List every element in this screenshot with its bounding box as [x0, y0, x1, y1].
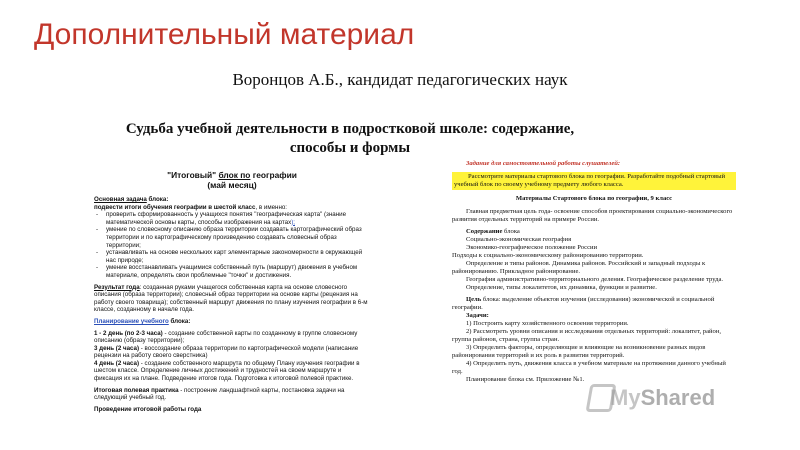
task-item: 3) Определить факторы, определяющие и влияющие на возникновение разных видов районирования территорий и их роль в развитии территорий. — [452, 344, 706, 359]
list-item: - проверить сформированность у учащихся понятия "географическая карта" (знание математической основы карты, способы изображения на картах); — [106, 211, 370, 226]
task-item: 2) Рассмотреть уровни описания и исследования отдельных территорий: локалитет, район, группа районов, страна, группа стран. — [452, 328, 722, 343]
aim-paragraph: Цель блока: выделение объектов изучения (исследования) экономической и социальной географии. — [452, 296, 715, 311]
author-line: Воронцов А.Б., кандидат педагогических наук — [232, 70, 568, 89]
task-item: 1) Построить карту хозяйственного освоения территории. — [466, 320, 629, 327]
task-item: 4) Определить путь, движения класса в учебном материале на протяжении данного учебный год. — [452, 360, 726, 375]
result-paragraph: Результат года: созданная руками учащегося собственная карта на основе словесного описания (образа территории); словесный образ территории на основе карты (рецензия на работу своего товарища); собственный маршрут движения по плану изучения географии в 6-м классе, созданному в начале года. — [94, 283, 368, 314]
left-doc-title: "Итоговый" блок по географии — [167, 170, 297, 180]
practice-paragraph: Итоговая полевая практика - построение ландшафтной карты, постановка задачи на следующий учебный год. — [94, 386, 345, 402]
content-heading: Содержание блока — [466, 228, 520, 235]
day-item: 1 - 2 день (по 2-3 часа) - создание собственной карты по созданному в группе словесному описанию (образу территории); — [94, 329, 358, 345]
task-heading: Задание для самостоятельной работы слушателей: — [466, 160, 621, 167]
content-line: Определение и типы районов. Динамика районов. Российский и западный подходы к районированию. Прикладное районирование. — [452, 260, 706, 275]
watermark: MyShared — [610, 385, 716, 410]
day-item: 4 день (2 часа) - создание собственного маршрута по общему Плану изучения географии в шестом классе. Определение личных достижений и трудностей на своем маршруте и фиксация их на плане. Подведение итогов года. Подготовка к итоговой полевой практике. — [94, 359, 360, 383]
content-line: Экономико-географическое положение России — [466, 244, 598, 251]
document-title: Судьба учебной деятельности в подростковой школе: содержание, способы и формы — [125, 121, 575, 156]
list-item: - умение по словесному описанию образа территории создавать картографический образ территории и по картографическому произведению создавать словесный образ территории; — [106, 226, 370, 249]
planning-heading: Планирование учебного блока: — [94, 317, 191, 325]
goal-paragraph: Главная предметная цель года- освоение способов проектирования социально-экономического развития отдельных территорий на примере России. — [452, 208, 733, 223]
left-document: "Итоговый" блок по географии (май месяц) Основная задача блока: подвести итоги обучения географии в шестой класс, в именно: - проверить сформированность у учащихся понятия "географическая карта" (знание математической основы карты, способы изображения на картах); - умение по словесному описанию образа территории создавать картографический образ территории и по картографическому произведению создавать словесный образ территории; - устанавливать на основе нескольких карт элементарные закономерности в окружающей нас природе; - умение восстанавливать учащимися собственный путь (маршрут) движения в учебном материале, определять свои проблемные "точки" и достижения. Результат года: созданная руками учащегося собственная карта на основе словесного описания (образа территории); словесный образ территории на основе карты (рецензия на работу своего товарища); собственный маршрут движения по плану изучения географии в 6-м классе, созданному в начале года. Планирование учебного блока: 1 - 2 день (по 2-3 часа) - создание собственной карты по созданному в группе словесному описанию (образу территории); 3 день (2 часа) - воссоздание образа территории по картографической модели (написание рецензии на работу своего сверстника) 4 день (2 часа) - создание собственного маршрута по общему Плану изучения географии в шестом классе. Определение личных достижений и трудностей на своем маршруте и фиксация их на плане. Подведение итогов года. Подготовка к итоговой полевой практике. Итоговая полевая практика - построение ландшафтной карты, постановка задачи на следующий учебный год. Проведение итоговой работы года — [94, 170, 370, 442]
highlighted-assignment: Рассмотрите материалы стартового блока по географии. Разработайте подобный стартовый учебный блок по своему учебному предмету любого класса. — [452, 172, 736, 190]
list-item: - умение восстанавливать учащимися собственный путь (маршрут) движения в учебном материале, определять свои проблемные "точки" и достижения. — [106, 264, 370, 279]
content-line: Социально-экономическая география — [466, 236, 572, 243]
task-bullets — [94, 211, 370, 279]
content-line: География административно-территориального деления. Географическое разделение труда. — [466, 276, 724, 283]
tasks-heading: Задачи: — [466, 312, 489, 319]
materials-title: Материалы Стартового блока по географии, 9 класс — [515, 195, 673, 202]
final-work-line: Проведение итоговой работы года — [94, 405, 202, 413]
content-line: Подходы к социально-экономическому районированию территории. — [452, 252, 644, 259]
day-item: 3 день (2 часа) - воссоздание образа территории по картографической модели (написание рецензии на работу своего сверстника) — [94, 344, 359, 360]
left-doc-subtitle: (май месяц) — [207, 180, 257, 190]
planning-note: Планирование блока см. Приложение №1. — [466, 376, 585, 383]
list-item: - устанавливать на основе нескольких карт элементарные закономерности в окружающей нас природе; — [106, 249, 370, 264]
slide-title: Дополнительный материал — [34, 18, 415, 51]
content-line: Определение, типы локалитетов, их динамика, функции и развитие. — [466, 284, 657, 291]
